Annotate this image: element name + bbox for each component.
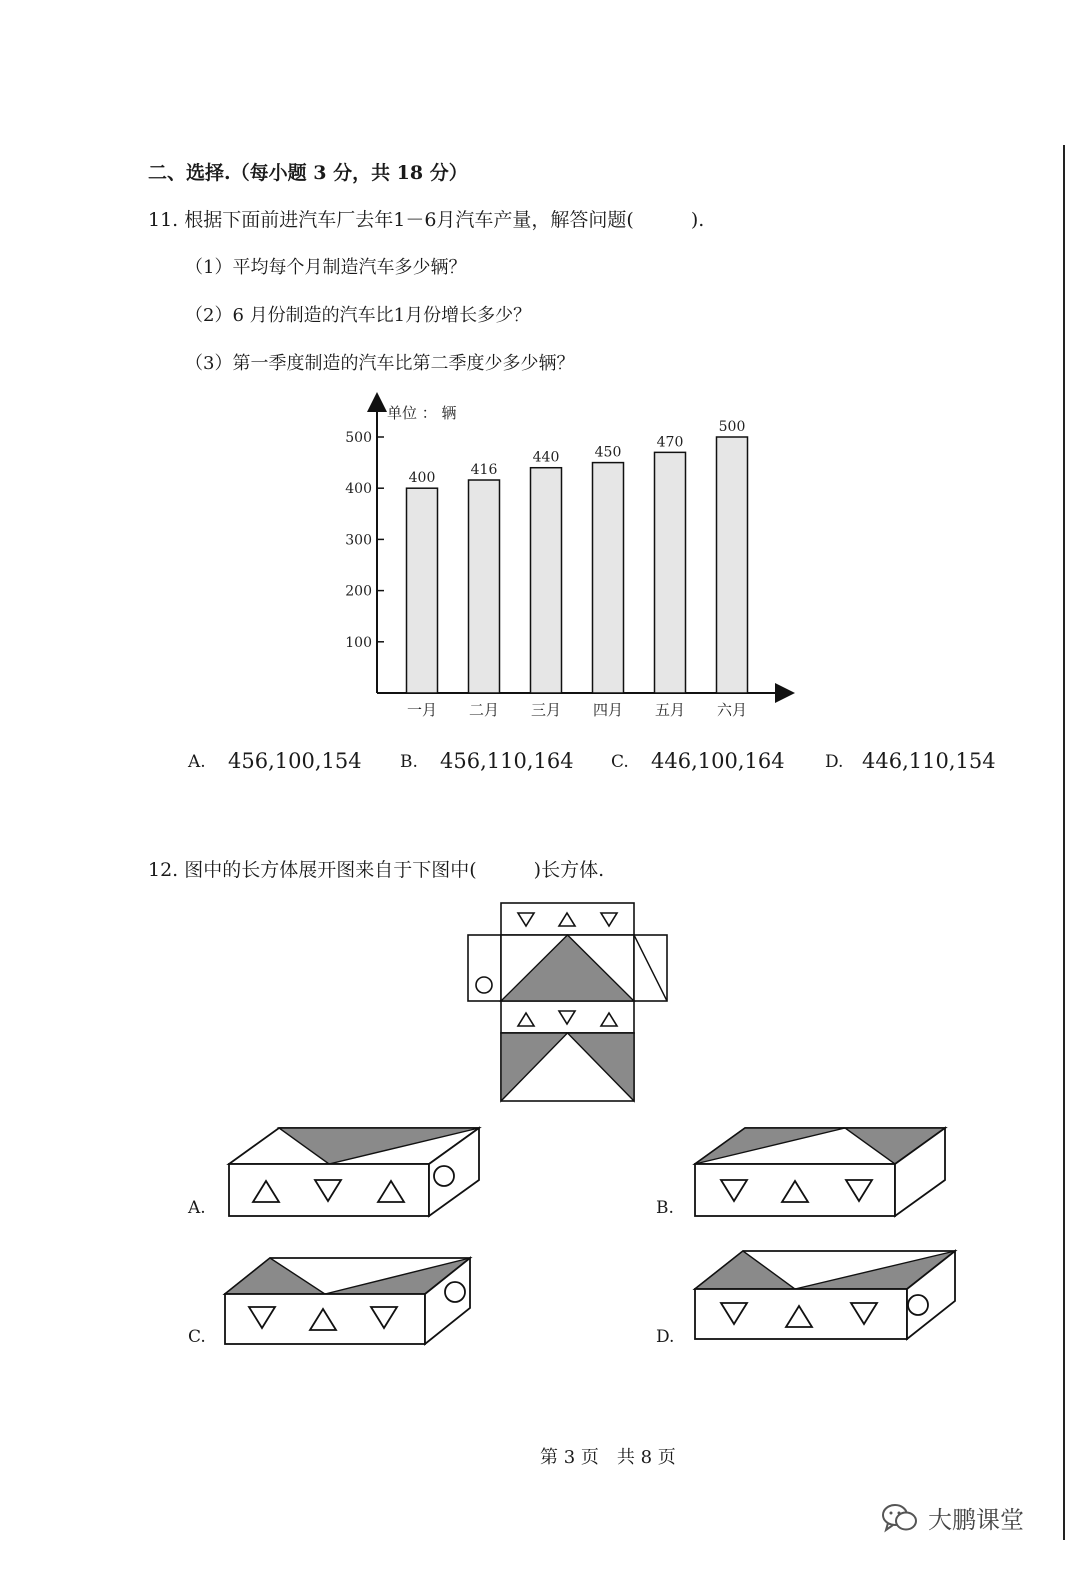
bar-value-label: 400 <box>408 470 436 487</box>
page-footer: 第 3 页 共 8 页 <box>540 1447 676 1468</box>
x-category-label: 五月 <box>654 701 686 719</box>
cuboid-option-c <box>218 1250 478 1350</box>
q11-option-b-value: 456,110,164 <box>440 749 574 773</box>
q12-option-b-letter: B. <box>656 1198 674 1218</box>
bar-1 <box>407 488 438 693</box>
y-tick-label: 100 <box>345 634 372 651</box>
page-margin-line <box>1063 145 1065 1540</box>
bar-3 <box>531 468 562 693</box>
question-11-stem: 11. 根据下面前进汽车厂去年1－6月汽车产量，解答问题( ). <box>148 209 705 231</box>
q12-option-d-letter: D. <box>656 1327 675 1347</box>
q11-option-a-value: 456,100,154 <box>228 749 362 773</box>
x-category-label: 六月 <box>716 701 748 719</box>
q11-option-c-value: 446,100,164 <box>651 749 785 773</box>
bar-value-label: 416 <box>470 462 498 479</box>
bar-5 <box>655 452 686 693</box>
q11-option-d-letter: D. <box>825 752 844 772</box>
x-category-label: 四月 <box>592 701 624 719</box>
q11-option-c-letter: C. <box>611 752 629 772</box>
cuboid-net-figure <box>460 895 675 1107</box>
unit-label: 单位 ： 辆 <box>387 404 457 422</box>
watermark-text: 大鹏课堂 <box>928 1506 1024 1534</box>
watermark <box>880 1500 1024 1535</box>
section-title: 二、选择.（每小题 3 分，共 18 分） <box>148 162 468 184</box>
bar-4 <box>593 463 624 693</box>
x-category-label: 二月 <box>468 701 500 719</box>
wechat-icon <box>880 1502 920 1534</box>
question-12-stem: 12. 图中的长方体展开图来自于下图中( )长方体. <box>148 859 605 881</box>
cuboid-option-a <box>222 1120 487 1220</box>
q11-option-a-letter: A. <box>188 752 206 772</box>
bar-value-label: 450 <box>594 444 622 461</box>
question-11-sub-3: （3）第一季度制造的汽车比第二季度少多少辆？ <box>185 353 575 374</box>
bar-value-label: 470 <box>656 434 684 451</box>
production-bar-chart <box>330 390 810 730</box>
cuboid-option-d <box>688 1245 963 1345</box>
x-category-label: 一月 <box>406 701 438 719</box>
q12-option-a-letter: A. <box>188 1198 206 1218</box>
bar-2 <box>469 480 500 693</box>
bar-value-label: 440 <box>532 449 560 466</box>
bar-value-label: 500 <box>718 419 746 435</box>
y-tick-label: 300 <box>345 532 372 549</box>
bar-6 <box>717 437 748 693</box>
question-11-sub-1: （1）平均每个月制造汽车多少辆？ <box>185 257 467 278</box>
x-category-label: 三月 <box>530 701 562 719</box>
cuboid-option-b <box>688 1120 953 1220</box>
y-tick-label: 200 <box>345 583 372 600</box>
q11-option-d-value: 446,110,154 <box>862 749 996 773</box>
question-11-sub-2: （2）6 月份制造的汽车比1月份增长多少？ <box>185 305 532 326</box>
y-tick-label: 400 <box>345 481 372 498</box>
y-tick-label: 500 <box>345 430 372 446</box>
q12-option-c-letter: C. <box>188 1327 206 1347</box>
q11-option-b-letter: B. <box>400 752 418 772</box>
